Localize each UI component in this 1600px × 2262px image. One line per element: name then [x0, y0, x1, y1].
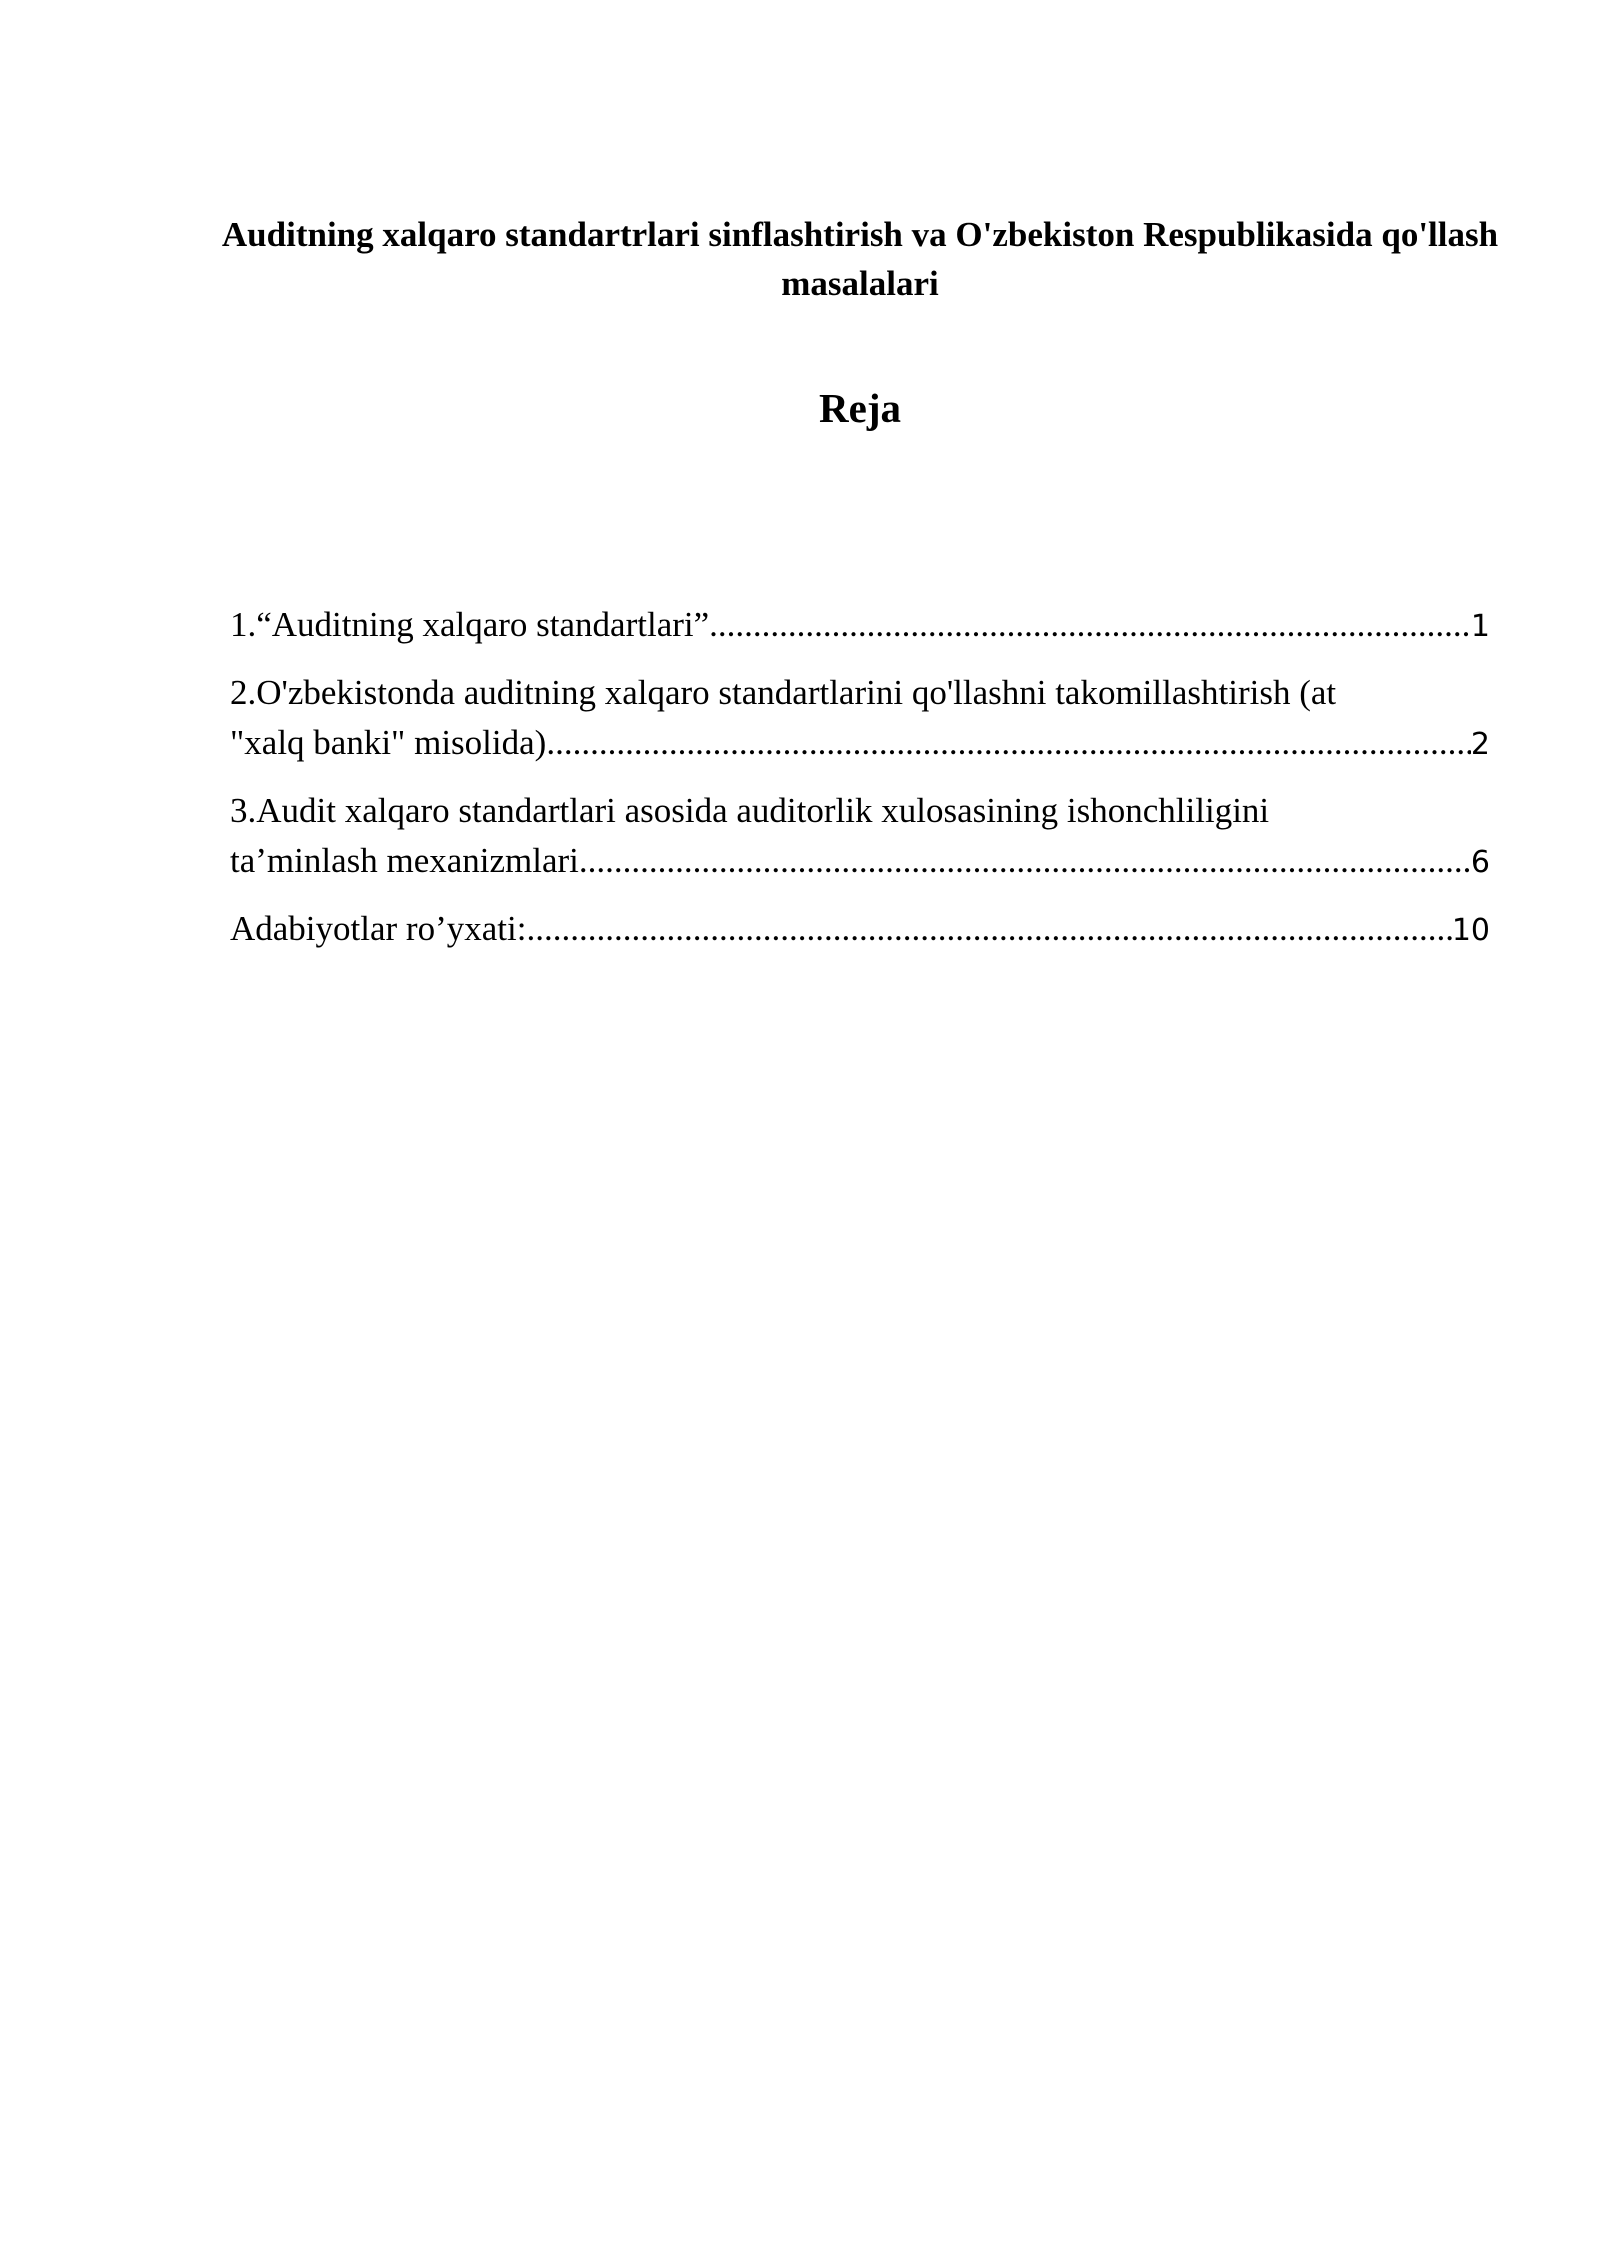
toc-entry-text: Adabiyotlar ro’yxati: [230, 909, 527, 948]
toc-entry-text: 1.“Auditning xalqaro standartlari” [230, 605, 710, 644]
toc-dot-leader [709, 600, 1471, 650]
toc-entry-2[interactable] [230, 668, 1490, 770]
toc-line [230, 600, 1490, 652]
plan-heading: Reja [819, 385, 901, 431]
toc-entry-1[interactable] [230, 600, 1490, 652]
toc-line [230, 904, 1490, 956]
toc-entry-text: "xalq banki" misolida) [230, 723, 547, 762]
toc-page-number: 10 [1451, 913, 1490, 948]
toc-entry-lead: 3.Audit xalqaro standartlari asosida auditorlik xulosasining ishonchliligini [230, 791, 1270, 830]
toc-entry-3[interactable] [230, 786, 1490, 888]
toc-entry-4[interactable] [230, 904, 1490, 956]
toc-entry-text: ta’minlash mexanizmlari [230, 841, 579, 880]
document-title: Auditning xalqaro standartrlari sinflashtirish va O'zbekiston Respublikasida qo'llash masalalari [221, 215, 1499, 303]
table-of-contents [230, 600, 1490, 972]
toc-line [230, 836, 1490, 888]
toc-page-number: 6 [1470, 845, 1490, 880]
toc-dot-leader [579, 836, 1471, 886]
toc-page-number: 2 [1470, 727, 1490, 762]
toc-line [230, 718, 1490, 770]
toc-dot-leader [546, 718, 1471, 768]
toc-page-number: 1 [1470, 609, 1490, 644]
toc-dot-leader [526, 904, 1451, 954]
toc-entry-lead: 2.O'zbekistonda auditning xalqaro standartlarini qo'llashni takomillashtirish (at [230, 673, 1337, 712]
